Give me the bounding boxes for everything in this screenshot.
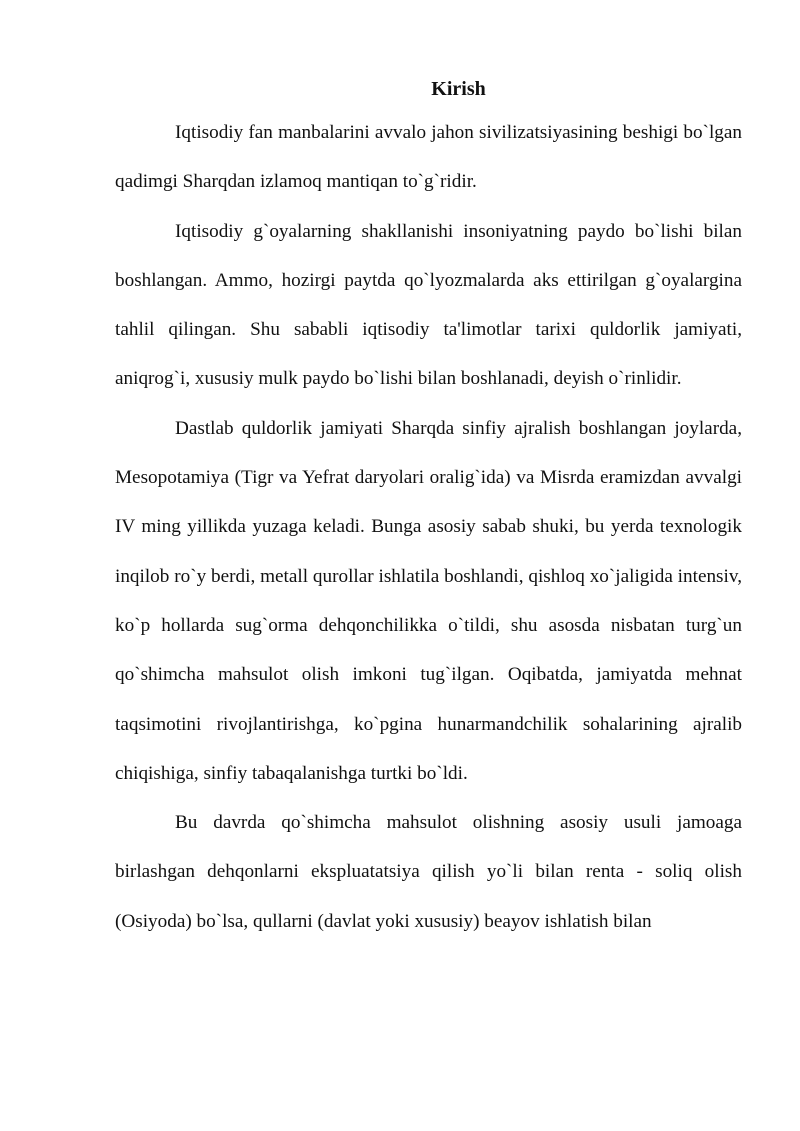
- paragraph-1: Iqtisodiy fan manbalarini avvalo jahon sivilizatsiyasining beshigi bo`lgan qadimgi Sharqdan izlamoq mantiqan to`g`ridir.: [115, 122, 742, 193]
- paragraph-3: Dastlab quldorlik jamiyati Sharqda sinfiy ajralish boshlangan joylarda, Mesopotamiya (Tigr va Yefrat daryolari oralig`ida) va Misrda eramizdan avvalgi IV ming yillikda yuzaga keladi. Bunga asosiy sabab shuki, bu yerda texnologik inqilob ro`y berdi, metall qurollar ishlatila boshlandi, qishloq xo`jaligida intensiv, ko`p hollarda sug`orma dehqonchilikka o`tildi, shu asosda nisbatan turg`un qo`shimcha mahsulot olish imkoni tug`ilgan. Oqibatda, jamiyatda mehnat taqsimotini rivojlantirishga, ko`pgina hunarmandchilik sohalarining ajralib chiqishiga, sinfiy tabaqalanishga turtki bo`ldi.: [115, 417, 742, 784]
- document-title: Kirish: [431, 78, 486, 100]
- paragraph-2: Iqtisodiy g`oyalarning shakllanishi insoniyatning paydo bo`lishi bilan boshlangan. Ammo, hozirgi paytda qo`lyozmalarda aks ettirilgan g`oyalargina tahlil qilingan. Shu sababli iqtisodiy ta'limotlar tarixi quldorlik jamiyati, aniqrog`i, xususiy mulk paydo bo`lishi bilan boshlanadi, deyish o`rinlidir.: [115, 220, 742, 390]
- document-page: [115, 70, 742, 946]
- paragraph-4: Bu davrda qo`shimcha mahsulot olishning asosiy usuli jamoaga birlashgan dehqonlarni ekspluatatsiya qilish yo`li bilan renta - soliq olish (Osiyoda) bo`lsa, qullarni (davlat yoki xususiy) beayov ishlatish bilan: [115, 812, 742, 932]
